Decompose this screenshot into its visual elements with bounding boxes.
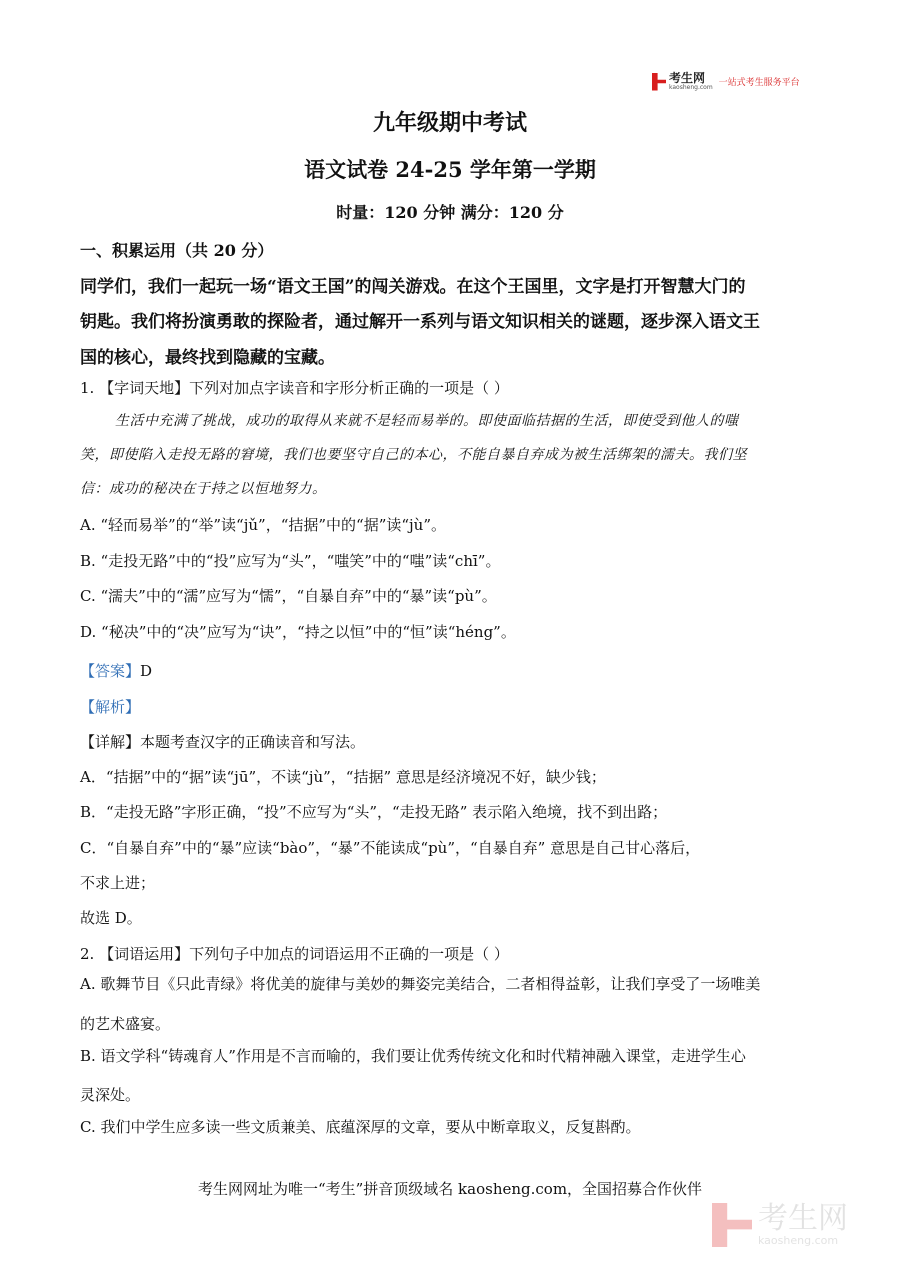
answer-label: 【答案】 [80,662,141,680]
q2-line: C. 我们中学生应多读一些文质兼美、底蕴深厚的文章，要从中断章取义，反复斟酌。 [80,1118,641,1136]
q2-line: 灵深处。 [80,1086,141,1104]
explain-line: 不求上进； [80,874,156,892]
explain-line: C．“自暴自弃”中的“暴”应读“bào”，“暴”不能读成“pù”，“自暴自弃” 意思是自己甘心落后， [80,839,701,857]
subject-title: 语文试卷 24-25 学年第一学期 [304,157,596,182]
intro-line: 钥匙。我们将扮演勇敢的探险者，通过解开一系列与语文知识相关的谜题，逐步深入语文王 [80,312,760,332]
q1-stem: 1. 【字词天地】下列对加点字读音和字形分析正确的一项是（ ） [80,379,509,397]
intro-line: 国的核心，最终找到隐藏的宝藏。 [80,348,335,368]
q2-stem: 2. 【词语运用】下列句子中加点的词语运用不正确的一项是（ ） [80,945,509,963]
q1-option-c: C. “濡夫”中的“濡”应写为“懦”，“自暴自弃”中的“暴”读“pù”。 [80,587,497,605]
detail-line: 【详解】本题考查汉字的正确读音和写法。 [80,733,366,751]
q2-line: 的艺术盛宴。 [80,1015,171,1033]
analysis-label: 【解析】 [80,698,141,716]
watermark-domain: kaosheng.com [758,1233,839,1247]
section-heading: 一、积累运用（共 20 分） [80,241,274,260]
logo-domain: kaosheng.com [669,84,713,91]
site-logo [652,72,800,91]
logo-slogan: 一站式考生服务平台 [718,78,800,88]
exam-title: 九年级期中考试 [372,110,527,136]
q1-option-b: B. “走投无路”中的“投”应写为“头”，“嗤笑”中的“嗤”读“chī”。 [80,552,501,570]
q2-line: A. 歌舞节目《只此青绿》将优美的旋律与美妙的舞姿完美结合，二者相得益彰，让我们享受了一场唯美 [80,975,761,993]
explain-line: 故选 D。 [80,909,142,927]
logo-name: 考生网 [669,71,706,85]
time-score-line: 时量：120 分钟 满分：120 分 [336,203,564,222]
explain-line: B．“走投无路”字形正确，“投”不应写为“头”，“走投无路” 表示陷入绝境，找不到出路； [80,803,668,821]
footer-text: 考生网网址为唯一“考生”拼音顶级域名 kaosheng.com，全国招募合作伙伴 [197,1180,703,1198]
q2-line: B. 语文学科“铸魂育人”作用是不言而喻的，我们要让优秀传统文化和时代精神融入课堂，走进学生心 [80,1047,746,1065]
watermark-logo-icon [712,1203,752,1247]
answer-row [80,660,152,681]
intro-line: 同学们，我们一起玩一场“语文王国”的闯关游戏。在这个王国里，文字是打开智慧大门的 [80,277,746,297]
watermark-name: 考生网 [758,1200,848,1236]
watermark [712,1200,848,1247]
q1-option-d: D. “秘决”中的“决”应写为“诀”，“持之以恒”中的“恒”读“héng”。 [80,623,516,641]
explain-line: A．“拮据”中的“据”读“jū”，不读“jù”，“拮据” 意思是经济境况不好，缺少钱； [80,768,606,786]
q1-passage-line: 笑，即使陷入走投无路的窘境，我们也要坚守自己的本心，不能自暴自弃成为被生活绑架的濡夫。我们坚 [80,447,747,463]
q1-option-a: A. “轻而易举”的“举”读“jǔ”，“拮据”中的“据”读“jù”。 [80,516,447,534]
q1-passage-line: 信：成功的秘决在于持之以恒地努力。 [80,481,327,497]
q1-passage-line: 生活中充满了挑战，成功的取得从来就不是轻而易举的。即使面临拮据的生活，即使受到他人的嗤 [115,413,739,429]
logo-mark-icon [652,73,666,91]
answer-value: D [140,662,153,680]
